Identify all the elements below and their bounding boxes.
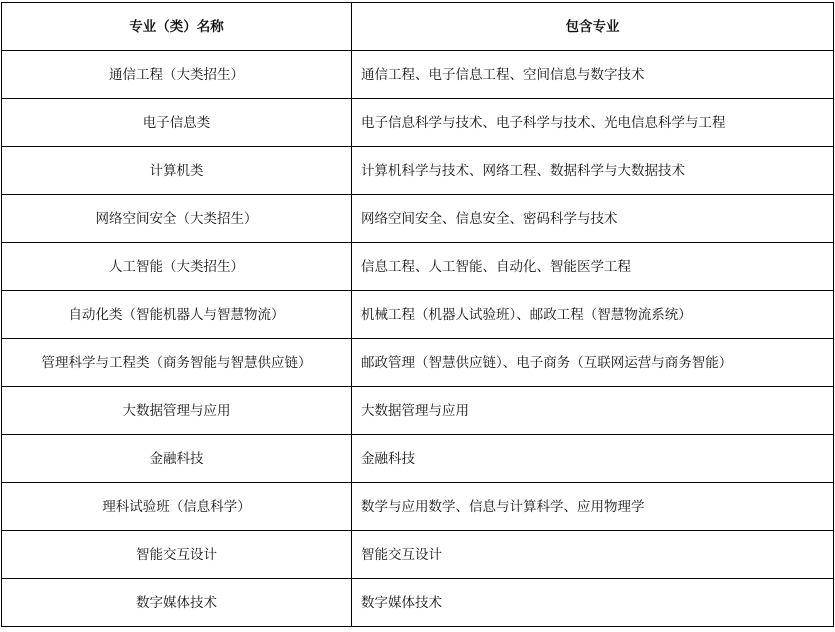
included-majors-cell: 数学与应用数学、信息与计算科学、应用物理学 (352, 483, 834, 531)
major-name-cell: 管理科学与工程类（商务智能与智慧供应链） (2, 339, 352, 387)
table-header-row (2, 3, 834, 51)
table-row (2, 243, 834, 291)
major-name-cell: 数字媒体技术 (2, 579, 352, 627)
table-row (2, 147, 834, 195)
table-row (2, 579, 834, 627)
table-row (2, 387, 834, 435)
table-row (2, 291, 834, 339)
major-name-cell: 电子信息类 (2, 99, 352, 147)
table-row (2, 483, 834, 531)
included-majors-cell: 数字媒体技术 (352, 579, 834, 627)
table-row (2, 51, 834, 99)
major-name-cell: 网络空间安全（大类招生） (2, 195, 352, 243)
included-majors-cell: 邮政管理（智慧供应链）、电子商务（互联网运营与商务智能） (352, 339, 834, 387)
table-row (2, 339, 834, 387)
major-name-cell: 智能交互设计 (2, 531, 352, 579)
table-row (2, 99, 834, 147)
column-header-included-majors: 包含专业 (352, 3, 834, 51)
included-majors-cell: 大数据管理与应用 (352, 387, 834, 435)
major-name-cell: 理科试验班（信息科学） (2, 483, 352, 531)
major-name-cell: 通信工程（大类招生） (2, 51, 352, 99)
included-majors-cell: 计算机科学与技术、网络工程、数据科学与大数据技术 (352, 147, 834, 195)
included-majors-cell: 通信工程、电子信息工程、空间信息与数字技术 (352, 51, 834, 99)
major-name-cell: 人工智能（大类招生） (2, 243, 352, 291)
included-majors-cell: 网络空间安全、信息安全、密码科学与技术 (352, 195, 834, 243)
majors-table (1, 2, 834, 627)
included-majors-cell: 电子信息科学与技术、电子科学与技术、光电信息科学与工程 (352, 99, 834, 147)
column-header-major-name: 专业（类）名称 (2, 3, 352, 51)
included-majors-cell: 信息工程、人工智能、自动化、智能医学工程 (352, 243, 834, 291)
table-row (2, 435, 834, 483)
major-name-cell: 金融科技 (2, 435, 352, 483)
table-row (2, 531, 834, 579)
included-majors-cell: 智能交互设计 (352, 531, 834, 579)
major-name-cell: 计算机类 (2, 147, 352, 195)
table-row (2, 195, 834, 243)
major-name-cell: 自动化类（智能机器人与智慧物流） (2, 291, 352, 339)
included-majors-cell: 机械工程（机器人试验班）、邮政工程（智慧物流系统） (352, 291, 834, 339)
included-majors-cell: 金融科技 (352, 435, 834, 483)
major-name-cell: 大数据管理与应用 (2, 387, 352, 435)
